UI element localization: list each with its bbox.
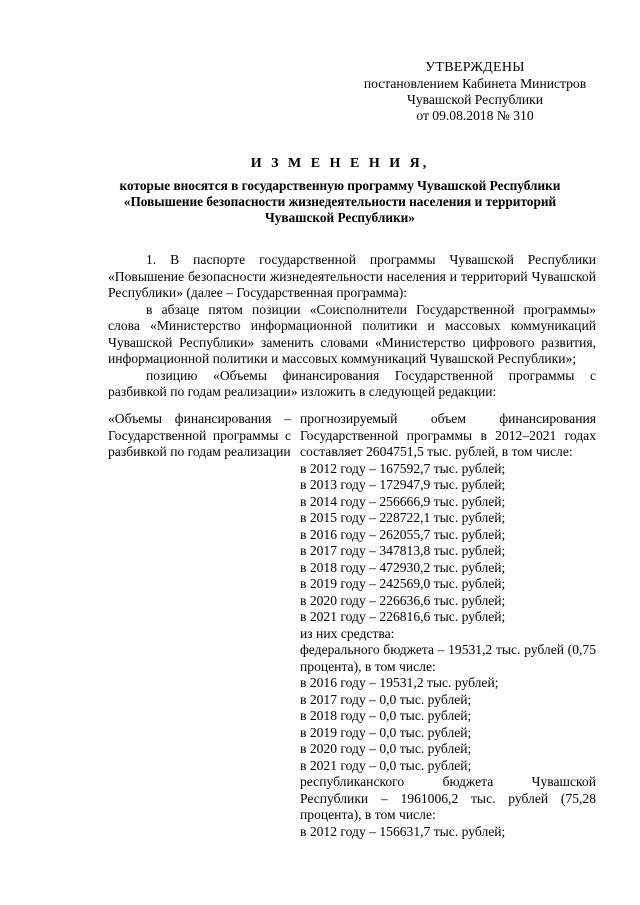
year-line: в 2017 году – 347813,8 тыс. рублей; xyxy=(300,543,506,558)
year-line: в 2012 году – 167592,7 тыс. рублей; xyxy=(300,460,506,476)
year-line: в 2016 году – 262055,7 тыс. рублей; xyxy=(300,526,506,542)
paragraph: 1. В паспорте государственной программы Чувашской Республики «Повышение безопасности жизнедеятельности населения и территорий Чувашской Республики» (далее – Государственная программа): xyxy=(108,252,596,300)
funding-sources-label: из них средства: xyxy=(300,625,395,641)
paragraph: позицию «Объемы финансирования Государственной программы с разбивкой по годам реализации» изложить в следующей редакции: xyxy=(108,367,596,399)
year-line: в 2015 году – 228722,1 тыс. рублей; xyxy=(300,510,506,525)
funding-table-values xyxy=(300,411,596,840)
heading-title: И З М Е Н Е Н И Я, xyxy=(250,156,430,171)
approval-line: Чувашской Республики xyxy=(407,92,543,107)
document-heading xyxy=(80,156,600,226)
heading-subtitle-line: которые вносятся в государственную программу Чувашской Республики xyxy=(119,178,561,193)
funding-intro: прогнозируемый объем финансирования Государственной программы в 2012–2021 годах составляет 2604751,5 тыс. рублей, в том числе: xyxy=(300,411,596,459)
year-line: в 2017 году – 0,0 тыс. рублей; xyxy=(300,691,472,707)
year-line: в 2018 году – 0,0 тыс. рублей; xyxy=(300,708,472,723)
heading-subtitle-line: Чувашской Республики» xyxy=(265,210,415,225)
year-line: в 2021 году – 226816,6 тыс. рублей; xyxy=(300,609,506,624)
year-line: в 2019 году – 242569,0 тыс. рублей; xyxy=(300,576,506,591)
year-line: в 2019 году – 0,0 тыс. рублей; xyxy=(300,724,472,740)
paragraph: в абзаце пятом позиции «Соисполнители Государственной программы» слова «Министерство информационной политики и массовых коммуникаций Чувашской Республики» заменить словами «Министерство цифрового развития, информационной политики и массовых коммуникаций Чувашской Республики»; xyxy=(108,301,596,366)
year-line: в 2014 году – 256666,9 тыс. рублей; xyxy=(300,493,506,509)
year-line: в 2013 году – 172947,9 тыс. рублей; xyxy=(300,477,506,492)
document-body xyxy=(108,252,596,401)
approval-line: постановлением Кабинета Министров xyxy=(363,76,587,91)
heading-subtitle-line: «Повышение безопасности жизнедеятельности населения и территорий xyxy=(123,194,557,209)
year-line: в 2021 году – 0,0 тыс. рублей; xyxy=(300,757,472,773)
approval-block xyxy=(350,60,600,124)
year-line: в 2020 году – 226636,6 тыс. рублей; xyxy=(300,592,506,608)
funding-table-label: «Объемы финансирования – Государственной программы с разбивкой по годам реализации xyxy=(108,411,291,459)
year-line: в 2016 году – 19531,2 тыс. рублей; xyxy=(300,675,499,690)
republican-budget-line: республиканского бюджета Чувашской Республики – 1961006,2 тыс. рублей (75,28 процента), в том числе: xyxy=(300,774,596,822)
approval-title: УТВЕРЖДЕНЫ xyxy=(425,60,525,75)
federal-budget-line: федерального бюджета – 19531,2 тыс. рублей (0,75 процента), в том числе: xyxy=(300,642,596,674)
year-line: в 2012 году – 156631,7 тыс. рублей; xyxy=(300,823,506,839)
year-line: в 2018 году – 472930,2 тыс. рублей; xyxy=(300,559,506,575)
approval-date: от 09.08.2018 № 310 xyxy=(416,108,534,123)
year-line: в 2020 году – 0,0 тыс. рублей; xyxy=(300,741,472,756)
